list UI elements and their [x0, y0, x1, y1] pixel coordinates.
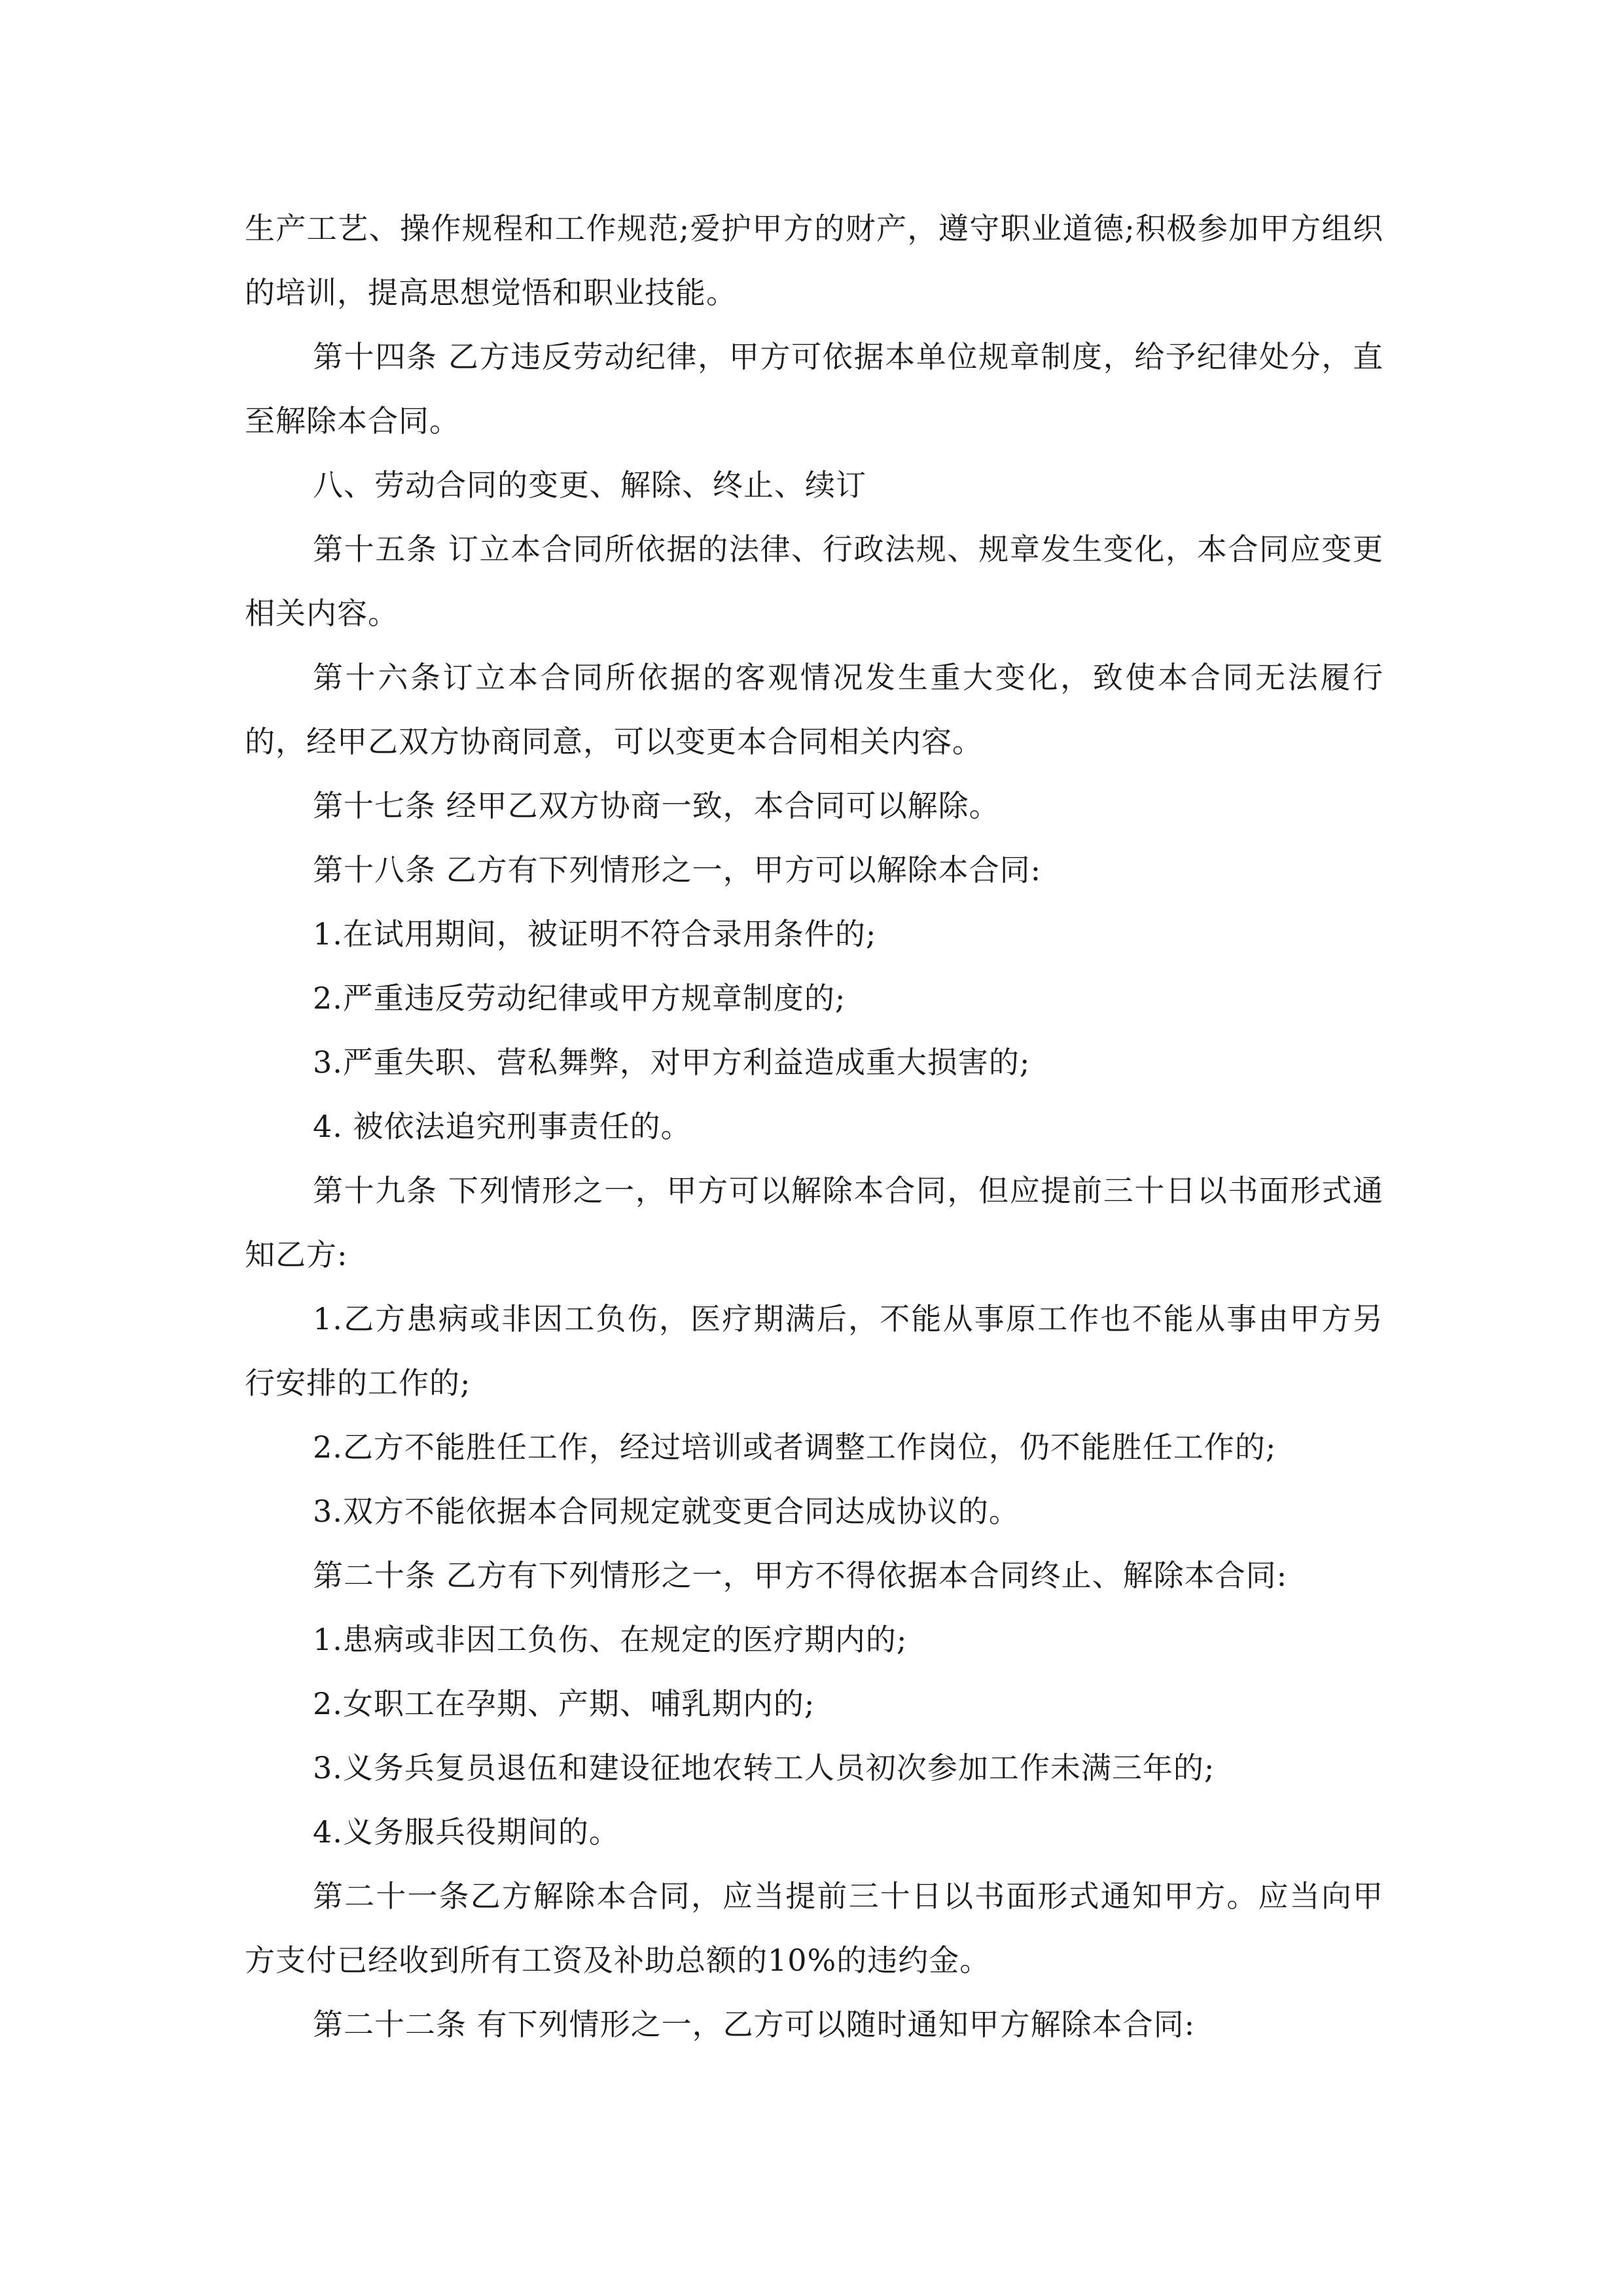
list-item: 1.患病或非因工负伤、在规定的医疗期内的;	[313, 1622, 908, 1657]
paragraph-article-15: 第十五条 订立本合同所依据的法律、行政法规、规章发生变化，本合同应变更相关内容。	[245, 531, 1383, 631]
paragraph-article-22: 第二十二条 有下列情形之一，乙方可以随时通知甲方解除本合同:	[313, 2007, 1196, 2042]
paragraph-article-21: 第二十一条乙方解除本合同，应当提前三十日以书面形式通知甲方。应当向甲方支付已经收到所有工资及补助总额的10%的违约金。	[245, 1878, 1383, 1978]
paragraph-article-16: 第十六条订立本合同所依据的客观情况发生重大变化，致使本合同无法履行的，经甲乙双方协商同意，可以变更本合同相关内容。	[245, 660, 1383, 759]
paragraph-article-18: 第十八条 乙方有下列情形之一，甲方可以解除本合同:	[313, 852, 1042, 888]
paragraph-article-14: 第十四条 乙方违反劳动纪律，甲方可依据本单位规章制度，给予纪律处分，直至解除本合同。	[245, 339, 1383, 439]
document-body	[245, 196, 1383, 2056]
paragraph-duties-continued: 生产工艺、操作规程和工作规范;爱护甲方的财产，遵守职业道德;积极参加甲方组织的培训，提高思想觉悟和职业技能。	[245, 211, 1383, 310]
paragraph-article-20: 第二十条 乙方有下列情形之一，甲方不得依据本合同终止、解除本合同:	[313, 1558, 1288, 1593]
list-item: 3.义务兵复员退伍和建设征地农转工人员初次参加工作未满三年的;	[313, 1750, 1215, 1785]
paragraph-article-19: 第十九条 下列情形之一，甲方可以解除本合同，但应提前三十日以书面形式通知乙方:	[245, 1173, 1383, 1272]
list-item: 2.女职工在孕期、产期、哺乳期内的;	[313, 1686, 815, 1721]
list-item: 4.义务服兵役期间的。	[313, 1814, 620, 1850]
list-item: 3.双方不能依据本合同规定就变更合同达成协议的。	[313, 1494, 1020, 1529]
list-item: 1.乙方患病或非因工负伤，医疗期满后，不能从事原工作也不能从事由甲方另行安排的工作的;	[245, 1301, 1383, 1401]
list-item: 3.严重失职、营私舞弊，对甲方利益造成重大损害的;	[313, 1045, 1031, 1080]
list-item: 2.严重违反劳动纪律或甲方规章制度的;	[313, 980, 846, 1016]
paragraph-article-17: 第十七条 经甲乙双方协商一致，本合同可以解除。	[313, 788, 1000, 823]
section-heading-8: 八、劳动合同的变更、解除、终止、续订	[313, 467, 866, 503]
list-item: 4. 被依法追究刑事责任的。	[313, 1109, 692, 1144]
list-item: 2.乙方不能胜任工作，经过培训或者调整工作岗位，仍不能胜任工作的;	[313, 1429, 1277, 1465]
list-item: 1.在试用期间，被证明不符合录用条件的;	[313, 916, 877, 952]
